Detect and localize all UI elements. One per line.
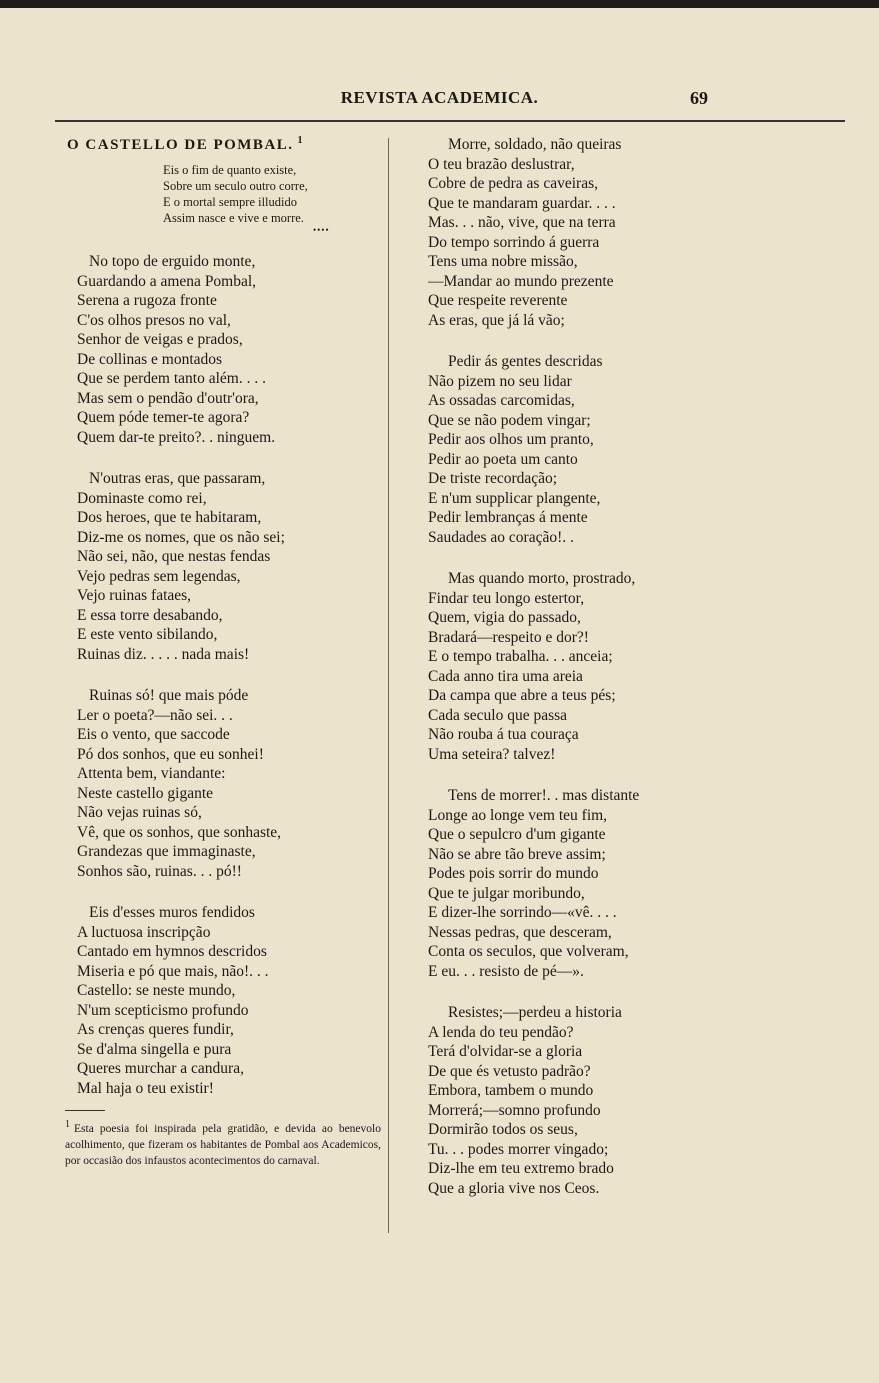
verse-line: E essa torre desabando, — [77, 606, 223, 624]
verse-line: As eras, que já lá vão; — [428, 311, 565, 329]
verse-line: Pedir lembranças á mente — [428, 509, 588, 526]
verse-line: Diz-me os nomes, que os não sei; — [77, 528, 285, 546]
footnote-text: Esta poesia foi inspirada pela gratidão, e devida ao benevolo acolhimento, que fizeram os habitantes de Pombal aos Academicos, por occasião dos infaustos acontecimentos do carnaval. — [65, 1122, 381, 1167]
stanza — [428, 1003, 828, 1198]
epigraph-line: Assim nasce e vive e morre. — [163, 211, 304, 225]
column-divider — [388, 138, 389, 1233]
verse-line: De que és vetusto padrão? — [428, 1062, 591, 1080]
verse-line: N'outras eras, que passaram, — [89, 470, 266, 487]
epigraph-ornament: •••• — [313, 225, 330, 235]
verse-line: Neste castello gigante — [77, 784, 214, 802]
verse-line: Mas sem o pendão d'outr'ora, — [77, 389, 259, 407]
verse-line: C'os olhos presos no val, — [77, 311, 231, 329]
verse-line: Nessas pedras, que desceram, — [428, 923, 612, 941]
stanza — [65, 903, 383, 1098]
verse-line: Se d'alma singella e pura — [77, 1040, 232, 1058]
verse-line: O teu brazão deslustrar, — [428, 155, 575, 173]
verse-line: Vejo pedras sem legendas, — [77, 567, 241, 585]
verse-line: Cantado em hymnos descridos — [77, 943, 267, 960]
page-edge — [0, 0, 879, 8]
verse-line: Dominaste como rei, — [77, 489, 207, 507]
verse-line: Dormirão todos os seus, — [428, 1121, 578, 1138]
verse-line: Mas quando morto, prostrado, — [448, 570, 636, 587]
verse-line: Tens de morrer!. . mas distante — [448, 787, 640, 804]
verse-line: Attenta bem, viandante: — [77, 765, 226, 782]
stanza — [65, 252, 383, 447]
verse-line: De collinas e montados — [77, 350, 223, 368]
verse-line: E eu. . . resisto de pé—». — [428, 962, 584, 980]
verse-line: —Mandar ao mundo prezente — [428, 272, 614, 290]
verse-line: A luctuosa inscripção — [77, 923, 211, 941]
verse-line: Longe ao longe vem teu fim, — [428, 806, 608, 824]
verse-line: E n'um supplicar plangente, — [428, 489, 601, 507]
verse-line: Queres murchar a candura, — [77, 1060, 244, 1077]
verse-line: Podes pois sorrir do mundo — [428, 865, 599, 882]
verse-line: No topo de erguido monte, — [89, 253, 256, 270]
verse-line: Bradará—respeito e dor?! — [428, 628, 589, 646]
verse-line: Cobre de pedra as caveiras, — [428, 175, 598, 192]
epigraph-line: Eis o fim de quanto existe, — [163, 163, 297, 177]
verse-line: Quem póde temer-te agora? — [77, 409, 250, 426]
epigraph-line: E o mortal sempre illudido — [163, 195, 298, 209]
verse-line: Que respeite reverente — [428, 292, 568, 309]
footnote-number: 1 — [65, 1119, 70, 1130]
verse-line: Não rouba á tua couraça — [428, 726, 579, 743]
document-page — [0, 8, 879, 1383]
verse-line: Ruinas diz. . . . . nada mais! — [77, 645, 250, 663]
verse-line: Findar teu longo estertor, — [428, 589, 585, 607]
verse-line: Vê, que os sonhos, que sonhaste, — [77, 823, 282, 841]
verse-line: Diz-lhe em teu extremo brado — [428, 1160, 614, 1177]
right-column — [428, 135, 828, 1198]
verse-line: E dizer-lhe sorrindo—«vê. . . . — [428, 904, 617, 921]
verse-line: Quem dar-te preito?. . ninguem. — [77, 428, 276, 446]
verse-line: Do tempo sorrindo á guerra — [428, 233, 600, 251]
verse-line: Embora, tambem o mundo — [428, 1082, 594, 1099]
poem-title — [67, 135, 383, 154]
verse-line: Quem, vigia do passado, — [428, 609, 581, 626]
stanza — [428, 352, 828, 547]
verse-line: Terá d'olvidar-se a gloria — [428, 1043, 583, 1060]
verse-line: Serena a rugoza fronte — [77, 292, 217, 309]
verse-line: Eis o vento, que saccode — [77, 726, 230, 743]
left-column — [65, 135, 383, 1169]
verse-line: Saudades ao coração!. . — [428, 528, 574, 546]
verse-line: Mal haja o teu existir! — [77, 1079, 214, 1097]
page-number: 69 — [690, 88, 708, 108]
stanza — [65, 469, 383, 664]
footnote — [65, 1117, 381, 1169]
verse-line: Morrerá;—somno profundo — [428, 1101, 601, 1119]
verse-line: Morre, soldado, não queiras — [448, 136, 622, 153]
verse-line: Grandezas que immaginaste, — [77, 843, 256, 860]
verse-line: Que se não podem vingar; — [428, 411, 591, 429]
verse-line: Senhor de veigas e prados, — [77, 331, 243, 348]
epigraph-line: Sobre um seculo outro corre, — [163, 179, 308, 193]
verse-line: Não se abre tão breve assim; — [428, 845, 606, 863]
verse-line: Não sei, não, que nestas fendas — [77, 548, 271, 565]
verse-line: N'um scepticismo profundo — [77, 1001, 249, 1019]
verse-line: Cada seculo que passa — [428, 706, 568, 724]
verse-line: Que se perdem tanto além. . . . — [77, 370, 266, 387]
verse-line: Que o sepulcro d'um gigante — [428, 826, 606, 843]
epigraph — [163, 162, 383, 226]
running-title: REVISTA ACADEMICA. — [340, 88, 539, 107]
stanza — [428, 135, 828, 330]
verse-line: As ossadas carcomidas, — [428, 392, 575, 409]
verse-line: Pedir ao poeta um canto — [428, 450, 578, 468]
verse-line: Eis d'esses muros fendidos — [89, 904, 255, 921]
verse-line: Tens uma nobre missão, — [428, 253, 578, 270]
footnote-rule — [65, 1110, 105, 1111]
verse-line: E o tempo trabalha. . . anceia; — [428, 648, 613, 665]
verse-line: As crenças queres fundir, — [77, 1021, 234, 1038]
verse-line: Conta os seculos, que volveram, — [428, 943, 629, 960]
stanza — [65, 686, 383, 881]
verse-line: Pedir aos olhos um pranto, — [428, 431, 594, 448]
verse-line: Castello: se neste mundo, — [77, 982, 236, 999]
verse-line: Uma seteira? talvez! — [428, 745, 556, 763]
verse-line: Miseria e pó que mais, não!. . . — [77, 962, 269, 980]
verse-line: Não pizem no seu lidar — [428, 372, 572, 390]
stanza — [428, 786, 828, 981]
verse-line: Cada anno tira uma areia — [428, 667, 583, 685]
verse-line: Não vejas ruinas só, — [77, 804, 202, 821]
verse-line: Que te mandaram guardar. . . . — [428, 194, 616, 212]
verse-line: Guardando a amena Pombal, — [77, 272, 257, 290]
verse-line: Pedir ás gentes descridas — [448, 353, 603, 370]
verse-line: Dos heroes, que te habitaram, — [77, 509, 262, 526]
verse-line: Resistes;—perdeu a historia — [448, 1004, 622, 1021]
verse-line: Sonhos são, ruinas. . . pó!! — [77, 862, 242, 880]
stanza — [428, 569, 828, 764]
verse-line: Ler o poeta?—não sei. . . — [77, 706, 233, 724]
verse-line: Mas. . . não, vive, que na terra — [428, 214, 616, 231]
verse-line: Que te julgar moribundo, — [428, 884, 585, 902]
poem-title-text: O CASTELLO DE POMBAL. — [67, 137, 294, 153]
verse-line: E este vento sibilando, — [77, 626, 218, 643]
verse-line: Vejo ruinas fataes, — [77, 587, 192, 604]
verse-line: Ruinas só! que mais póde — [89, 687, 249, 704]
footnote-marker: 1 — [297, 135, 305, 146]
verse-line: Tu. . . podes morrer vingado; — [428, 1140, 609, 1158]
verse-line: Da campa que abre a teus pés; — [428, 687, 616, 704]
verse-line: Pó dos sonhos, que eu sonhei! — [77, 745, 264, 763]
verse-line: De triste recordação; — [428, 470, 558, 487]
verse-line: Que a gloria vive nos Ceos. — [428, 1179, 600, 1197]
verse-line: A lenda do teu pendão? — [428, 1023, 574, 1041]
header-rule — [55, 120, 845, 122]
